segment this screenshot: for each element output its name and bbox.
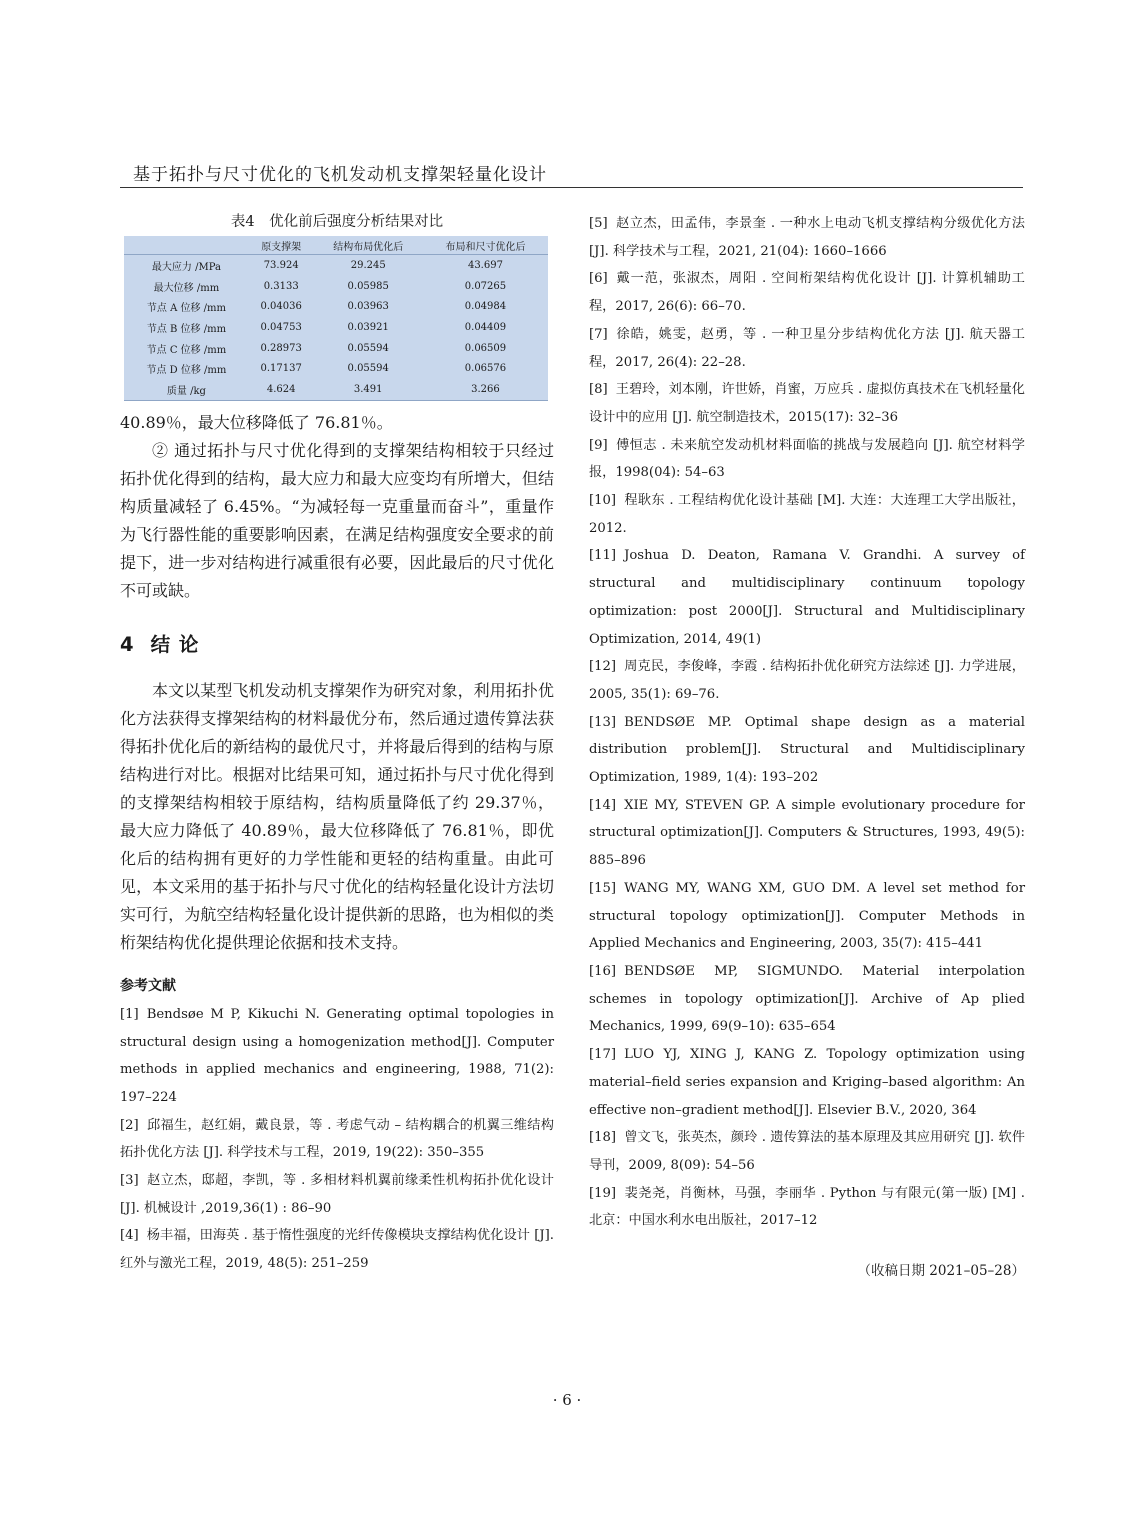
reference-number: [5] bbox=[589, 216, 608, 231]
received-date: （收稿日期 2021–05–28） bbox=[857, 1263, 1025, 1280]
reference-item bbox=[589, 792, 1025, 875]
reference-item bbox=[589, 487, 1025, 542]
reference-text: 赵立杰，田孟伟，李景奎 . 一种水上电动飞机支撑结构分级优化方法 [J]. 科学技术与工程，2021, 21(04): 1660–1666 bbox=[589, 216, 1025, 259]
reference-item bbox=[589, 958, 1025, 1041]
table-cell: 最大位移 /mm bbox=[153, 282, 220, 294]
running-head: 基于拓扑与尺寸优化的飞机发动机支撑架轻量化设计 bbox=[133, 165, 547, 185]
table-cell: 3.266 bbox=[423, 379, 548, 400]
reference-number: [15] bbox=[589, 880, 617, 896]
reference-text: 徐皓，姚雯，赵勇，等 . 一种卫星分步结构优化方法 [J]. 航天器工程，2017, 26(4): 22–28. bbox=[589, 326, 1025, 370]
table-cell: 0.05594 bbox=[347, 342, 389, 354]
table-cell: 节点 C 位移 /mm bbox=[146, 344, 227, 356]
reference-number: [2] bbox=[120, 1117, 139, 1133]
reference-number: [9] bbox=[589, 437, 608, 453]
table-cell: 0.28973 bbox=[260, 342, 302, 354]
table-cell: 0.06576 bbox=[464, 363, 507, 375]
reference-item bbox=[589, 875, 1025, 958]
reference-number: [7] bbox=[589, 326, 608, 342]
reference-item bbox=[589, 1124, 1025, 1179]
table-cell: 0.04753 bbox=[260, 321, 302, 333]
reference-list bbox=[120, 1001, 554, 1278]
table-cell: 节点 A 位移 /mm bbox=[146, 303, 226, 315]
reference-item bbox=[120, 1001, 554, 1112]
reference-text: BENDSØE MP. Optimal shape design as a material distribution problem[J]. Structural and Multidisciplinary Optimization, 1989, 1(4): 193–202 bbox=[589, 714, 1025, 786]
reference-item bbox=[589, 542, 1025, 653]
table-row bbox=[124, 296, 548, 317]
reference-item bbox=[120, 1167, 554, 1222]
reference-number: [14] bbox=[589, 797, 617, 813]
reference-number: [18] bbox=[589, 1130, 617, 1146]
table-row bbox=[124, 379, 548, 400]
page-number: · 6 · bbox=[552, 1391, 582, 1409]
table-cell: 节点 B 位移 /mm bbox=[146, 323, 227, 335]
reference-number: [3] bbox=[120, 1173, 139, 1189]
reference-text: 程耿东 . 工程结构优化设计基础 [M]. 大连：大连理工大学出版社，2012. bbox=[589, 493, 1025, 536]
reference-text: XIE MY, STEVEN GP. A simple evolutionary procedure for structural optimization[J]. Computers & Structures, 1993, 49(5): 885–896 bbox=[589, 797, 1025, 869]
reference-text: Joshua D. Deaton, Ramana V. Grandhi. A survey of structural and multidisciplinary continuum topology optimization: post 2000[J]. Structural and Multidisciplinary Optimization, 2014, 49(1) bbox=[589, 548, 1025, 647]
reference-item bbox=[589, 321, 1025, 376]
reference-item bbox=[589, 709, 1025, 792]
body-paragraph: ② 通过拓扑与尺寸优化得到的支撑架结构相较于只经过拓扑优化得到的结构，最大应力和最大应变均有所增大，但结构质量减轻了 6.45%。“为减轻每一克重量而奋斗”，重量作为飞行器性能的重要影响因素，在满足结构强度安全要求的前提下，进一步对结构进行减重很有必要，因此最后的尺寸优化不可或缺。 bbox=[120, 440, 554, 600]
table-row bbox=[124, 255, 548, 276]
reference-list bbox=[589, 210, 1025, 1235]
reference-item bbox=[589, 1180, 1025, 1235]
references-title: 参考文献 bbox=[120, 977, 176, 994]
table-cell: 0.04409 bbox=[464, 321, 507, 333]
section-title: 结 论 bbox=[150, 632, 200, 656]
table-row bbox=[124, 276, 548, 297]
table-row bbox=[124, 338, 548, 359]
table-cell: 0.06509 bbox=[464, 342, 507, 354]
reference-number: [16] bbox=[589, 963, 617, 979]
table-row bbox=[124, 317, 548, 338]
reference-item bbox=[589, 265, 1025, 320]
reference-item bbox=[589, 653, 1025, 708]
reference-text: 邱福生，赵红娟，戴良景，等 . 考虑气动 – 结构耦合的机翼三维结构拓扑优化方法 [J]. 科学技术与工程，2019, 19(22): 350–355 bbox=[120, 1117, 554, 1161]
reference-number: [17] bbox=[589, 1047, 617, 1063]
reference-text: 周克民，李俊峰，李霞 . 结构拓扑优化研究方法综述 [J]. 力学进展，2005, 35(1): 69–76. bbox=[589, 659, 1025, 702]
reference-number: [8] bbox=[589, 382, 608, 398]
reference-text: 戴一范，张淑杰，周阳 . 空间桁架结构优化设计 [J]. 计算机辅助工程，2017, 26(6): 66–70. bbox=[589, 271, 1025, 315]
table-caption: 表4 优化前后强度分析结果对比 bbox=[230, 214, 444, 230]
reference-text: Bendsøe M P, Kikuchi N. Generating optimal topologies in structural design using a homogenization method[J]. Computer methods in applied mechanics and engineering, 1988, 71(2): 197–224 bbox=[120, 1006, 554, 1105]
table-cell: 节点 D 位移 /mm bbox=[146, 365, 227, 377]
reference-number: [4] bbox=[120, 1228, 139, 1244]
header-rule bbox=[120, 187, 1023, 188]
body-paragraph: 本文以某型飞机发动机支撑架作为研究对象，利用拓扑优化方法获得支撑架结构的材料最优分布，然后通过遗传算法获得拓扑优化后的新结构的最优尺寸，并将最后得到的结构与原结构进行对比。根据对比结果可知，通过拓扑与尺寸优化得到的支撑架结构相较于原结构，结构质量降低了约 29.37％，最大应力降低了 40.89％，最大位移降低了 76.81％，即优化后的结构拥有更好的力学性能和更轻的结构重量。由此可见，本文采用的基于拓扑与尺寸优化的结构轻量化设计方法切实可行，为航空结构轻量化设计提供新的思路，也为相似的类桁架结构优化提供理论依据和技术支持。 bbox=[120, 680, 554, 952]
reference-text: 赵立杰，邸超，李凯，等 . 多相材料机翼前缘柔性机构拓扑优化设计 [J]. 机械设计 ,2019,36(1) : 86–90 bbox=[120, 1173, 554, 1216]
reference-number: [6] bbox=[589, 271, 608, 287]
right-column bbox=[589, 210, 1025, 1279]
table-cell: 0.04036 bbox=[260, 301, 302, 313]
table-cell: 29.245 bbox=[350, 259, 386, 271]
table-header-cell: 结构布局优化后 bbox=[314, 236, 423, 255]
reference-text: LUO YJ, XING J, KANG Z. Topology optimization using material–field series expansion and Kriging–based algorithm: An effective non–gradient method[J]. Elsevier B.V., 2020, 364 bbox=[589, 1047, 1025, 1118]
reference-number: [12] bbox=[589, 659, 617, 675]
section-number: 4 bbox=[120, 632, 135, 656]
table-cell: 73.924 bbox=[263, 259, 299, 271]
section-heading bbox=[120, 629, 554, 657]
table-header-cell: 布局和尺寸优化后 bbox=[423, 236, 548, 255]
reference-item bbox=[589, 1041, 1025, 1124]
table-cell: 0.03963 bbox=[347, 301, 389, 313]
reference-text: 曾文飞，张英杰，颜玲 . 遗传算法的基本原理及其应用研究 [J]. 软件导刊，2009, 8(09): 54–56 bbox=[589, 1130, 1025, 1173]
reference-number: [10] bbox=[589, 493, 617, 509]
reference-text: BENDSØE MP, SIGMUNDO. Material interpolation schemes in topology optimization[J]. Archive of Ap plied Mechanics, 1999, 69(9–10): 635–654 bbox=[589, 963, 1025, 1035]
table-header-row bbox=[124, 236, 548, 255]
table-cell: 最大应力 /MPa bbox=[151, 261, 221, 273]
reference-item bbox=[589, 432, 1025, 487]
reference-text: WANG MY, WANG XM, GUO DM. A level set method for structural topology optimization[J]. Computer Methods in Applied Mechanics and Engineering, 2003, 35(7): 415–441 bbox=[589, 880, 1025, 952]
table-cell: 0.07265 bbox=[464, 280, 507, 292]
reference-item bbox=[120, 1112, 554, 1167]
table-cell: 4.624 bbox=[249, 379, 314, 400]
reference-item bbox=[589, 376, 1025, 431]
table-cell: 0.17137 bbox=[260, 363, 302, 375]
table-cell: 0.04984 bbox=[464, 301, 507, 313]
left-column bbox=[120, 210, 554, 1278]
table-cell: 质量 /kg bbox=[124, 379, 249, 400]
reference-number: [1] bbox=[120, 1006, 139, 1022]
reference-text: 傅恒志 . 未来航空发动机材料面临的挑战与发展趋向 [J]. 航空材料学报，1998(04): 54–63 bbox=[589, 437, 1025, 481]
table-cell: 0.3133 bbox=[263, 280, 299, 292]
reference-text: 裴尧尧，肖衡林，马强，李丽华 . Python 与有限元(第一版) [M] . 北京：中国水利水电出版社，2017–12 bbox=[589, 1185, 1025, 1229]
body-paragraph: 40.89％，最大位移降低了 76.81％。 bbox=[120, 412, 393, 432]
reference-item bbox=[120, 1222, 554, 1277]
table-cell: 0.05985 bbox=[347, 280, 389, 292]
table-cell: 0.05594 bbox=[347, 363, 389, 375]
table-cell: 3.491 bbox=[314, 379, 423, 400]
reference-text: 王碧玲，刘本刚，许世娇，肖蜜，万应兵 . 虚拟仿真技术在飞机轻量化设计中的应用 [J]. 航空制造技术，2015(17): 32–36 bbox=[589, 382, 1025, 425]
reference-number: [11] bbox=[589, 548, 617, 564]
strength-comparison-table bbox=[124, 236, 548, 401]
table-cell: 0.03921 bbox=[347, 321, 389, 333]
reference-item bbox=[589, 210, 1025, 265]
reference-number: [19] bbox=[589, 1185, 617, 1201]
table-cell: 43.697 bbox=[467, 259, 503, 271]
reference-text: 杨丰福，田海英 . 基于惰性强度的光纤传像模块支撑结构优化设计 [J]. 红外与激光工程，2019, 48(5): 251–259 bbox=[120, 1228, 554, 1272]
table-header-cell bbox=[124, 236, 249, 255]
reference-number: [13] bbox=[589, 714, 617, 730]
table-header-cell: 原支撑架 bbox=[249, 236, 314, 255]
table-row bbox=[124, 358, 548, 379]
